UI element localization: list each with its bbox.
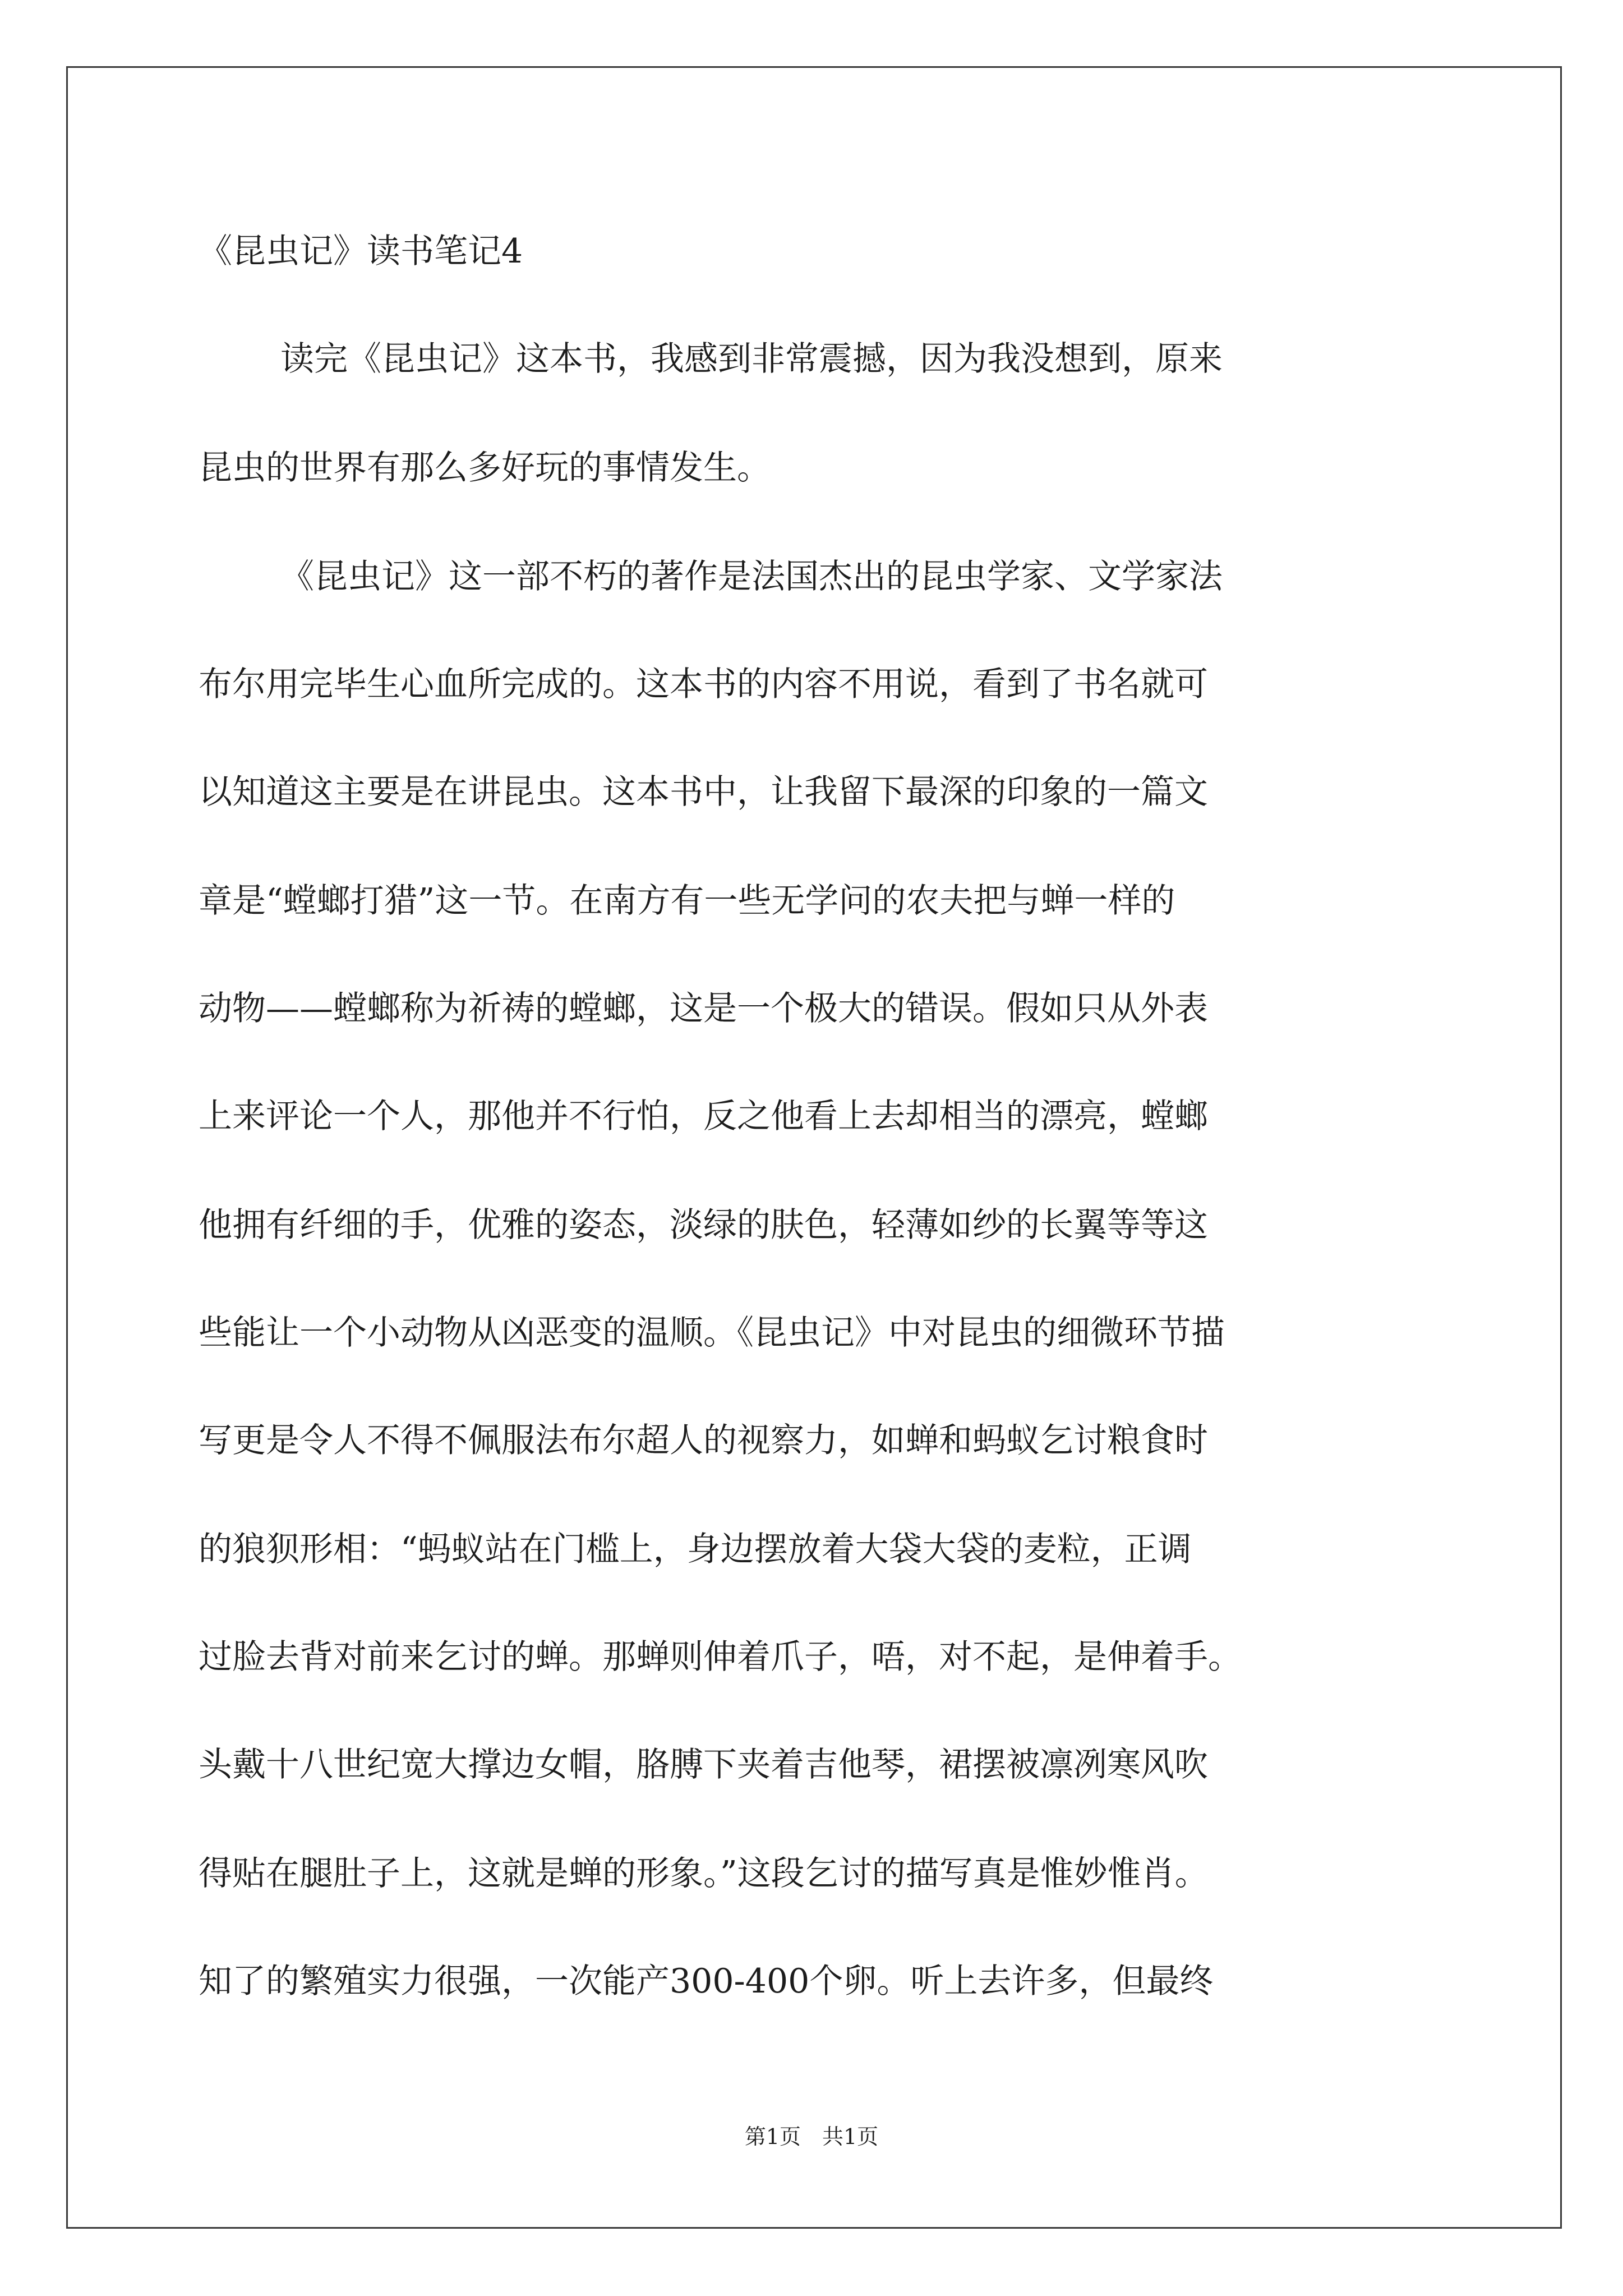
body-line: 他拥有纤细的手，优雅的姿态，淡绿的肤色，轻薄如纱的长翼等等这 bbox=[199, 1205, 1208, 1245]
body-line: 的狼狈形相：“蚂蚁站在门槛上，身边摆放着大袋大袋的麦粒，正调 bbox=[199, 1530, 1192, 1569]
body-line: 些能让一个小动物从凶恶变的温顺。《昆虫记》中对昆虫的细微环节描 bbox=[199, 1313, 1225, 1352]
body-line: 读完《昆虫记》这本书，我感到非常震撼，因为我没想到，原来 bbox=[280, 339, 1223, 379]
body-line: 知了的繁殖实力很强，一次能产300-400个卵。听上去许多，但最终 bbox=[199, 1962, 1214, 2001]
page-border bbox=[66, 66, 1562, 2229]
page-number-footer: 第1页 共1页 bbox=[744, 2124, 879, 2149]
body-line: 昆虫的世界有那么多好玩的事情发生。 bbox=[199, 448, 771, 487]
body-line: 以知道这主要是在讲昆虫。这本书中，让我留下最深的印象的一篇文 bbox=[199, 772, 1208, 812]
body-line: 写更是令人不得不佩服法布尔超人的视察力，如蝉和蚂蚁乞讨粮食时 bbox=[199, 1421, 1208, 1460]
body-line: 布尔用完毕生心血所完成的。这本书的内容不用说，看到了书名就可 bbox=[199, 665, 1208, 704]
body-line: 《昆虫记》这一部不朽的著作是法国杰出的昆虫学家、文学家法 bbox=[280, 557, 1223, 596]
body-line: 上来评论一个人，那他并不行怕，反之他看上去却相当的漂亮，螳螂 bbox=[199, 1097, 1208, 1136]
document-title: 《昆虫记》读书笔记4 bbox=[199, 232, 523, 271]
body-line: 章是“螳螂打猎”这一节。在南方有一些无学问的农夫把与蝉一样的 bbox=[199, 881, 1175, 921]
body-line: 动物——螳螂称为祈祷的螳螂，这是一个极大的错误。假如只从外表 bbox=[199, 989, 1208, 1028]
body-line: 过脸去背对前来乞讨的蝉。那蝉则伸着爪子，唔，对不起，是伸着手。 bbox=[199, 1637, 1242, 1677]
body-line: 得贴在腿肚子上，这就是蝉的形象。”这段乞讨的描写真是惟妙惟肖。 bbox=[199, 1854, 1209, 1893]
body-line: 头戴十八世纪宽大撑边女帽，胳膊下夹着吉他琴，裙摆被凛冽寒风吹 bbox=[199, 1745, 1208, 1784]
